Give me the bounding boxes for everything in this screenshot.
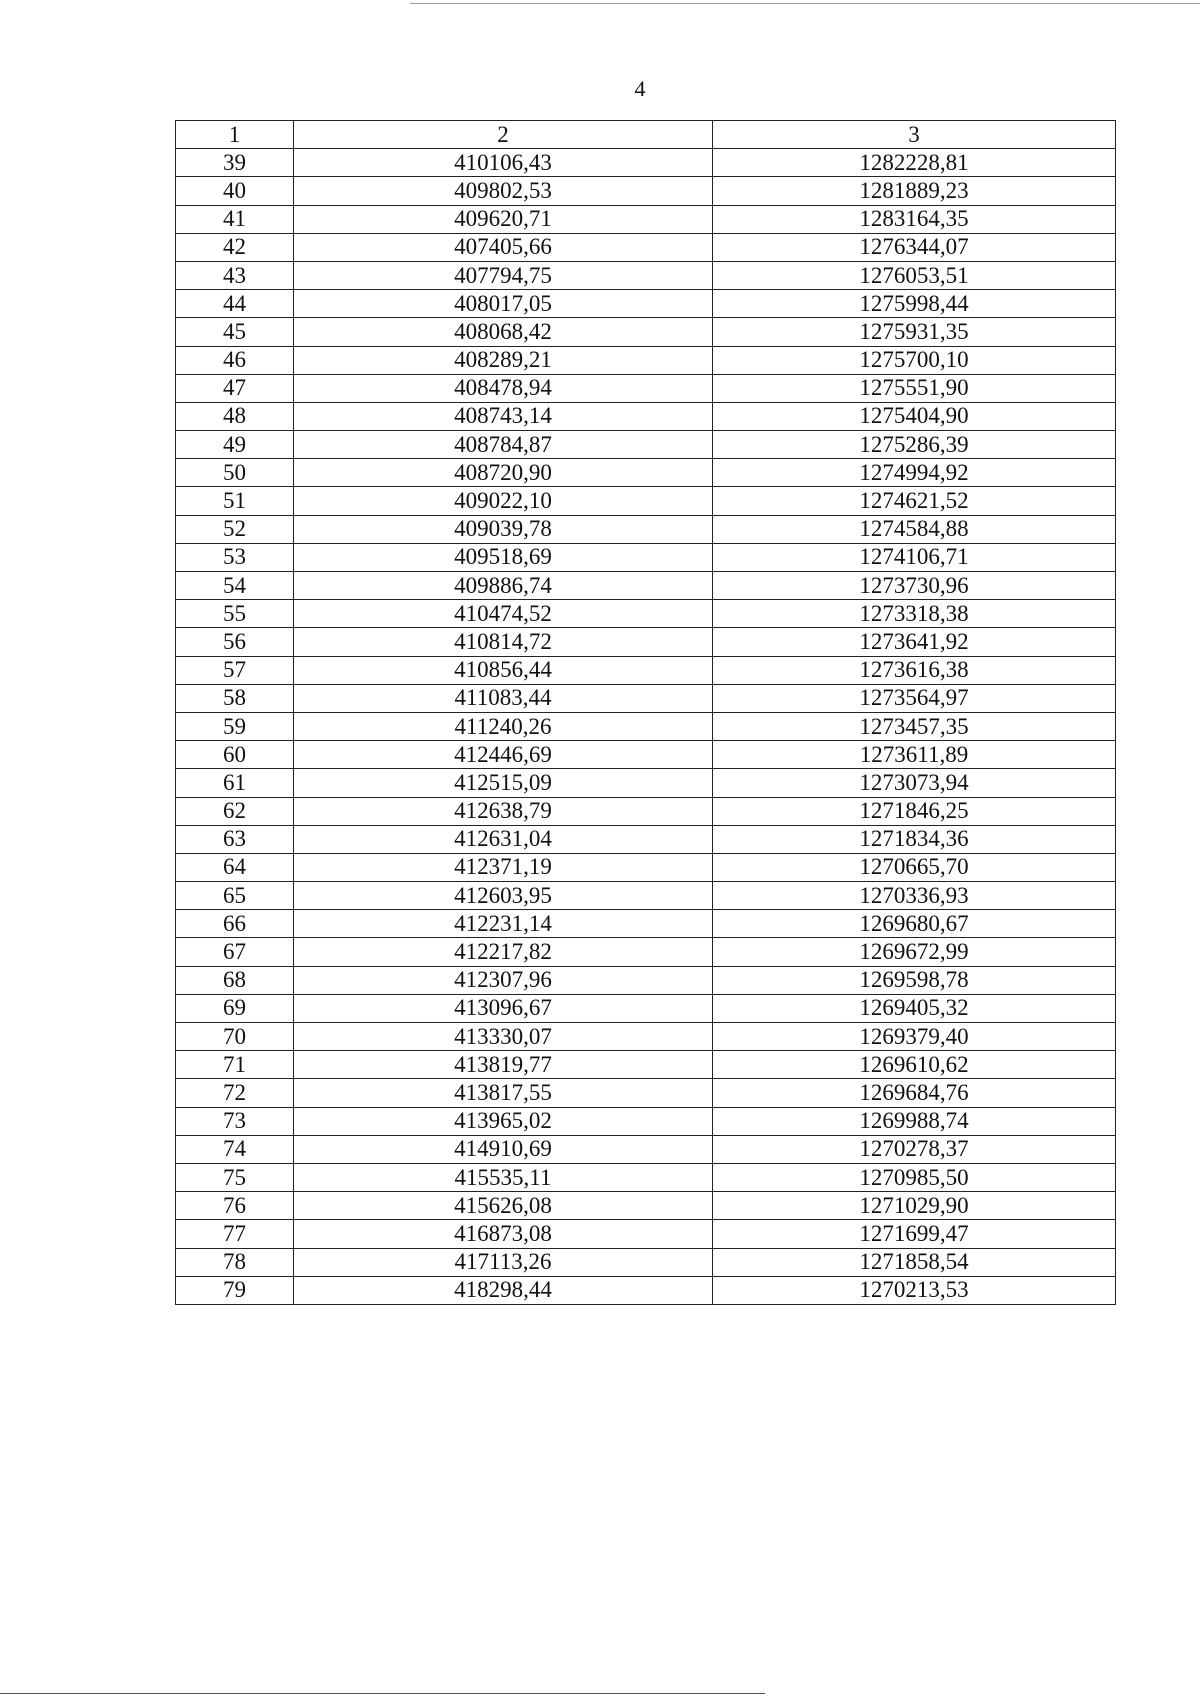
y-coordinate-cell: 1275551,90 <box>713 374 1116 402</box>
x-coordinate-cell: 415626,08 <box>294 1192 713 1220</box>
x-coordinate-cell: 407794,75 <box>294 261 713 289</box>
x-coordinate-cell: 407405,66 <box>294 233 713 261</box>
point-number-cell: 45 <box>176 318 294 346</box>
point-number-cell: 69 <box>176 994 294 1022</box>
point-number-cell: 76 <box>176 1192 294 1220</box>
point-number-cell: 53 <box>176 543 294 571</box>
y-coordinate-cell: 1274584,88 <box>713 515 1116 543</box>
y-coordinate-cell: 1281889,23 <box>713 177 1116 205</box>
table-row <box>176 459 1116 487</box>
x-coordinate-cell: 416873,08 <box>294 1220 713 1248</box>
x-coordinate-cell: 412231,14 <box>294 910 713 938</box>
column-header-3: 3 <box>713 121 1116 149</box>
point-number-cell: 46 <box>176 346 294 374</box>
point-number-cell: 48 <box>176 402 294 430</box>
point-number-cell: 67 <box>176 938 294 966</box>
x-coordinate-cell: 413817,55 <box>294 1079 713 1107</box>
table-body <box>176 149 1116 1305</box>
y-coordinate-cell: 1269684,76 <box>713 1079 1116 1107</box>
table-row <box>176 318 1116 346</box>
x-coordinate-cell: 409620,71 <box>294 205 713 233</box>
x-coordinate-cell: 409886,74 <box>294 572 713 600</box>
x-coordinate-cell: 410856,44 <box>294 656 713 684</box>
x-coordinate-cell: 413096,67 <box>294 994 713 1022</box>
y-coordinate-cell: 1275404,90 <box>713 402 1116 430</box>
point-number-cell: 49 <box>176 431 294 459</box>
y-coordinate-cell: 1273564,97 <box>713 684 1116 712</box>
x-coordinate-cell: 412603,95 <box>294 882 713 910</box>
y-coordinate-cell: 1274106,71 <box>713 543 1116 571</box>
table-row <box>176 177 1116 205</box>
point-number-cell: 73 <box>176 1107 294 1135</box>
point-number-cell: 56 <box>176 628 294 656</box>
y-coordinate-cell: 1273611,89 <box>713 741 1116 769</box>
table-row <box>176 1135 1116 1163</box>
point-number-cell: 74 <box>176 1135 294 1163</box>
y-coordinate-cell: 1270336,93 <box>713 882 1116 910</box>
point-number-cell: 41 <box>176 205 294 233</box>
y-coordinate-cell: 1275700,10 <box>713 346 1116 374</box>
table-row <box>176 1023 1116 1051</box>
table-row <box>176 1276 1116 1304</box>
y-coordinate-cell: 1269988,74 <box>713 1107 1116 1135</box>
point-number-cell: 61 <box>176 769 294 797</box>
point-number-cell: 64 <box>176 853 294 881</box>
x-coordinate-cell: 418298,44 <box>294 1276 713 1304</box>
table-row <box>176 712 1116 740</box>
x-coordinate-cell: 410814,72 <box>294 628 713 656</box>
y-coordinate-cell: 1273318,38 <box>713 600 1116 628</box>
table-row <box>176 656 1116 684</box>
y-coordinate-cell: 1271029,90 <box>713 1192 1116 1220</box>
table-row <box>176 233 1116 261</box>
point-number-cell: 75 <box>176 1163 294 1191</box>
y-coordinate-cell: 1276053,51 <box>713 261 1116 289</box>
x-coordinate-cell: 412631,04 <box>294 825 713 853</box>
table-row <box>176 741 1116 769</box>
table-row <box>176 1248 1116 1276</box>
y-coordinate-cell: 1270985,50 <box>713 1163 1116 1191</box>
table-row <box>176 402 1116 430</box>
table-row <box>176 543 1116 571</box>
table-row <box>176 431 1116 459</box>
table-row <box>176 487 1116 515</box>
table-row <box>176 769 1116 797</box>
y-coordinate-cell: 1271834,36 <box>713 825 1116 853</box>
table-row <box>176 938 1116 966</box>
y-coordinate-cell: 1269405,32 <box>713 994 1116 1022</box>
table-row <box>176 684 1116 712</box>
x-coordinate-cell: 409022,10 <box>294 487 713 515</box>
table-row <box>176 600 1116 628</box>
point-number-cell: 65 <box>176 882 294 910</box>
point-number-cell: 72 <box>176 1079 294 1107</box>
table-header <box>176 121 1116 149</box>
column-header-2: 2 <box>294 121 713 149</box>
y-coordinate-cell: 1275931,35 <box>713 318 1116 346</box>
table-row <box>176 1163 1116 1191</box>
x-coordinate-cell: 410106,43 <box>294 149 713 177</box>
point-number-cell: 57 <box>176 656 294 684</box>
y-coordinate-cell: 1269379,40 <box>713 1023 1116 1051</box>
point-number-cell: 71 <box>176 1051 294 1079</box>
y-coordinate-cell: 1269672,99 <box>713 938 1116 966</box>
y-coordinate-cell: 1274994,92 <box>713 459 1116 487</box>
table-header-row <box>176 121 1116 149</box>
y-coordinate-cell: 1276344,07 <box>713 233 1116 261</box>
y-coordinate-cell: 1273457,35 <box>713 712 1116 740</box>
table-row <box>176 515 1116 543</box>
point-number-cell: 78 <box>176 1248 294 1276</box>
point-number-cell: 62 <box>176 797 294 825</box>
x-coordinate-cell: 408720,90 <box>294 459 713 487</box>
point-number-cell: 47 <box>176 374 294 402</box>
table-row <box>176 882 1116 910</box>
x-coordinate-cell: 412307,96 <box>294 966 713 994</box>
x-coordinate-cell: 408478,94 <box>294 374 713 402</box>
point-number-cell: 43 <box>176 261 294 289</box>
y-coordinate-cell: 1269598,78 <box>713 966 1116 994</box>
y-coordinate-cell: 1269680,67 <box>713 910 1116 938</box>
column-header-1: 1 <box>176 121 294 149</box>
x-coordinate-cell: 409518,69 <box>294 543 713 571</box>
point-number-cell: 66 <box>176 910 294 938</box>
point-number-cell: 39 <box>176 149 294 177</box>
point-number-cell: 44 <box>176 290 294 318</box>
table-row <box>176 1079 1116 1107</box>
table-row <box>176 1220 1116 1248</box>
x-coordinate-cell: 417113,26 <box>294 1248 713 1276</box>
x-coordinate-cell: 412638,79 <box>294 797 713 825</box>
table-row <box>176 966 1116 994</box>
bottom-scan-rule <box>0 1693 765 1694</box>
x-coordinate-cell: 415535,11 <box>294 1163 713 1191</box>
point-number-cell: 68 <box>176 966 294 994</box>
x-coordinate-cell: 409802,53 <box>294 177 713 205</box>
table-row <box>176 149 1116 177</box>
x-coordinate-cell: 412217,82 <box>294 938 713 966</box>
y-coordinate-cell: 1273616,38 <box>713 656 1116 684</box>
x-coordinate-cell: 409039,78 <box>294 515 713 543</box>
x-coordinate-cell: 413819,77 <box>294 1051 713 1079</box>
y-coordinate-cell: 1275998,44 <box>713 290 1116 318</box>
y-coordinate-cell: 1274621,52 <box>713 487 1116 515</box>
top-scan-rule <box>410 3 1200 4</box>
y-coordinate-cell: 1269610,62 <box>713 1051 1116 1079</box>
x-coordinate-cell: 410474,52 <box>294 600 713 628</box>
y-coordinate-cell: 1270213,53 <box>713 1276 1116 1304</box>
table-row <box>176 797 1116 825</box>
table-row <box>176 1051 1116 1079</box>
x-coordinate-cell: 412371,19 <box>294 853 713 881</box>
point-number-cell: 63 <box>176 825 294 853</box>
point-number-cell: 51 <box>176 487 294 515</box>
y-coordinate-cell: 1271858,54 <box>713 1248 1116 1276</box>
point-number-cell: 70 <box>176 1023 294 1051</box>
point-number-cell: 50 <box>176 459 294 487</box>
x-coordinate-cell: 408289,21 <box>294 346 713 374</box>
x-coordinate-cell: 408017,05 <box>294 290 713 318</box>
y-coordinate-cell: 1271846,25 <box>713 797 1116 825</box>
y-coordinate-cell: 1273730,96 <box>713 572 1116 600</box>
table-row <box>176 374 1116 402</box>
point-number-cell: 40 <box>176 177 294 205</box>
y-coordinate-cell: 1270665,70 <box>713 853 1116 881</box>
x-coordinate-cell: 411240,26 <box>294 712 713 740</box>
table-row <box>176 1107 1116 1135</box>
point-number-cell: 60 <box>176 741 294 769</box>
x-coordinate-cell: 412515,09 <box>294 769 713 797</box>
page-number: 4 <box>634 76 646 101</box>
table-row <box>176 346 1116 374</box>
y-coordinate-cell: 1282228,81 <box>713 149 1116 177</box>
coordinates-table <box>175 120 1116 1305</box>
x-coordinate-cell: 408743,14 <box>294 402 713 430</box>
table-row <box>176 1192 1116 1220</box>
x-coordinate-cell: 413330,07 <box>294 1023 713 1051</box>
point-number-cell: 79 <box>176 1276 294 1304</box>
y-coordinate-cell: 1270278,37 <box>713 1135 1116 1163</box>
y-coordinate-cell: 1273073,94 <box>713 769 1116 797</box>
table-row <box>176 910 1116 938</box>
table-row <box>176 825 1116 853</box>
x-coordinate-cell: 411083,44 <box>294 684 713 712</box>
table-row <box>176 853 1116 881</box>
point-number-cell: 42 <box>176 233 294 261</box>
x-coordinate-cell: 408068,42 <box>294 318 713 346</box>
point-number-cell: 54 <box>176 572 294 600</box>
y-coordinate-cell: 1271699,47 <box>713 1220 1116 1248</box>
table-row <box>176 261 1116 289</box>
point-number-cell: 55 <box>176 600 294 628</box>
point-number-cell: 59 <box>176 712 294 740</box>
table-row <box>176 205 1116 233</box>
point-number-cell: 77 <box>176 1220 294 1248</box>
x-coordinate-cell: 412446,69 <box>294 741 713 769</box>
table-row <box>176 994 1116 1022</box>
x-coordinate-cell: 408784,87 <box>294 431 713 459</box>
y-coordinate-cell: 1283164,35 <box>713 205 1116 233</box>
table-row <box>176 572 1116 600</box>
point-number-cell: 58 <box>176 684 294 712</box>
point-number-cell: 52 <box>176 515 294 543</box>
x-coordinate-cell: 413965,02 <box>294 1107 713 1135</box>
x-coordinate-cell: 414910,69 <box>294 1135 713 1163</box>
y-coordinate-cell: 1275286,39 <box>713 431 1116 459</box>
table-row <box>176 628 1116 656</box>
table-row <box>176 290 1116 318</box>
y-coordinate-cell: 1273641,92 <box>713 628 1116 656</box>
